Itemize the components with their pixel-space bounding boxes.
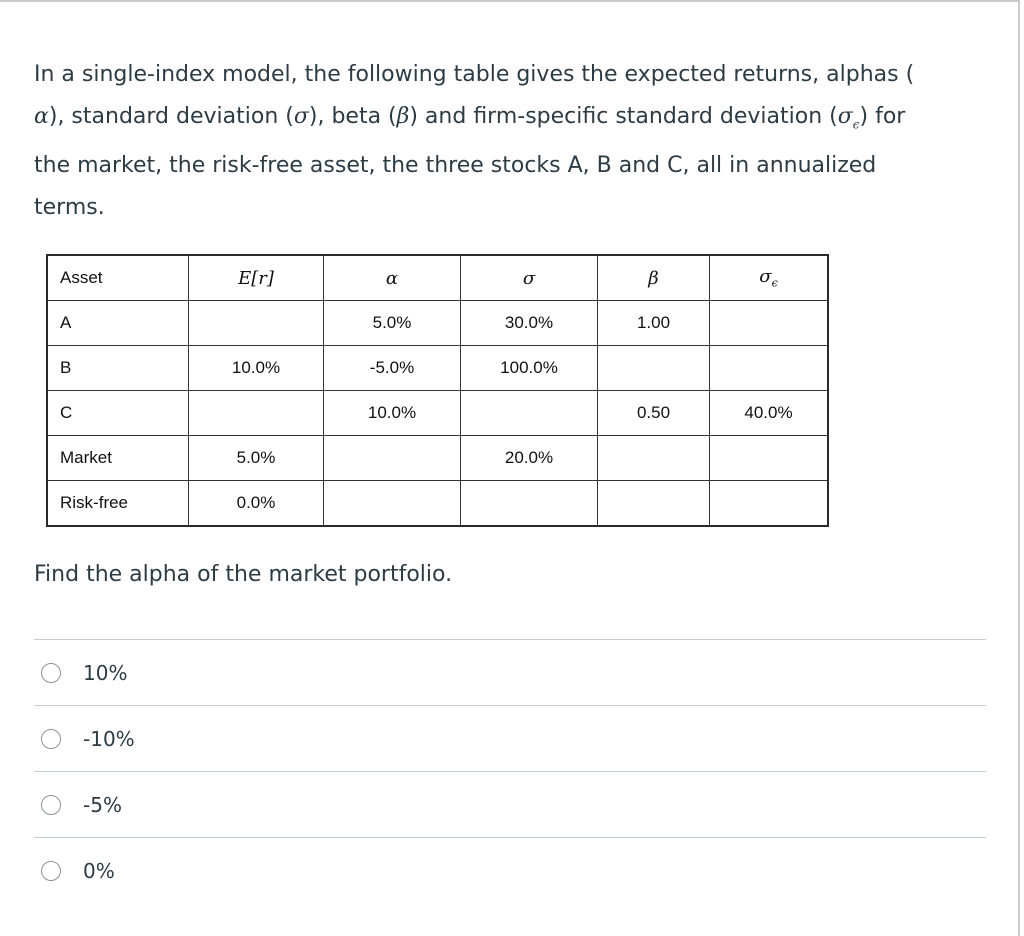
cell-beta [598,481,710,527]
question-prompt: Find the alpha of the market portfolio. [34,562,453,587]
answer-label[interactable]: -5% [83,792,122,817]
table-row [47,481,828,527]
answer-option[interactable] [34,639,986,705]
cell-sigma-e [710,436,829,481]
answer-option[interactable] [34,705,986,771]
cell-sigma-e: 40.0% [710,391,829,436]
radio-button[interactable] [41,663,61,683]
header-beta: β [598,255,710,301]
table-row [47,346,828,391]
cell-expected-return: 0.0% [189,481,324,527]
cell-alpha [324,436,461,481]
question-text-part: ), standard deviation ( [48,103,294,129]
cell-expected-return: 10.0% [189,346,324,391]
radio-button[interactable] [41,795,61,815]
sigma-e-subscript: ϵ [852,116,860,131]
header-sigma-e [710,255,829,301]
radio-button[interactable] [41,861,61,881]
cell-beta [598,346,710,391]
table-row [47,436,828,481]
header-expected-return: E[r] [189,255,324,301]
sigma-e-base: σ [837,103,853,129]
cell-sigma-e [710,301,829,346]
cell-asset: C [47,391,189,436]
cell-asset: Market [47,436,189,481]
cell-alpha: 10.0% [324,391,461,436]
table-header-row [47,255,828,301]
answer-label[interactable]: 10% [83,660,128,685]
cell-expected-return [189,301,324,346]
header-asset: Asset [47,255,189,301]
beta-symbol: β [396,103,410,129]
cell-alpha [324,481,461,527]
cell-beta: 1.00 [598,301,710,346]
header-sigma-e-subscript: ϵ [771,276,778,290]
question-line-3: the market, the risk-free asset, the three stocks A, B and C, all in annualized [34,153,877,179]
table-row [47,391,828,436]
radio-button[interactable] [41,729,61,749]
cell-alpha: 5.0% [324,301,461,346]
cell-sigma-e [710,346,829,391]
cell-asset: Risk-free [47,481,189,527]
question-text-part: ) and firm-specific standard deviation ( [409,103,838,129]
question-line-4: terms. [34,194,105,220]
answer-label[interactable]: -10% [83,726,135,751]
answer-list [34,639,986,903]
cell-asset: A [47,301,189,346]
cell-beta: 0.50 [598,391,710,436]
cell-sigma: 30.0% [461,301,598,346]
asset-table [46,254,829,527]
header-sigma-e-base: σ [759,266,772,288]
sigma-e-symbol [838,104,860,129]
cell-sigma: 20.0% [461,436,598,481]
question-text [34,54,994,228]
answer-option[interactable] [34,771,986,837]
table-row [47,301,828,346]
header-alpha: α [324,255,461,301]
answer-label[interactable]: 0% [83,858,115,883]
cell-sigma [461,481,598,527]
sigma-symbol: σ [293,103,309,129]
question-text-part: ), beta ( [308,103,397,129]
cell-expected-return [189,391,324,436]
question-line-1: In a single-index model, the following table gives the expected returns, alphas ( [34,62,915,87]
answer-option[interactable] [34,837,986,903]
cell-sigma-e [710,481,829,527]
question-text-part: ) for [859,103,906,129]
cell-sigma [461,391,598,436]
cell-alpha: -5.0% [324,346,461,391]
cell-beta [598,436,710,481]
cell-asset: B [47,346,189,391]
cell-sigma: 100.0% [461,346,598,391]
header-sigma: σ [461,255,598,301]
cell-expected-return: 5.0% [189,436,324,481]
alpha-symbol: α [34,103,49,129]
